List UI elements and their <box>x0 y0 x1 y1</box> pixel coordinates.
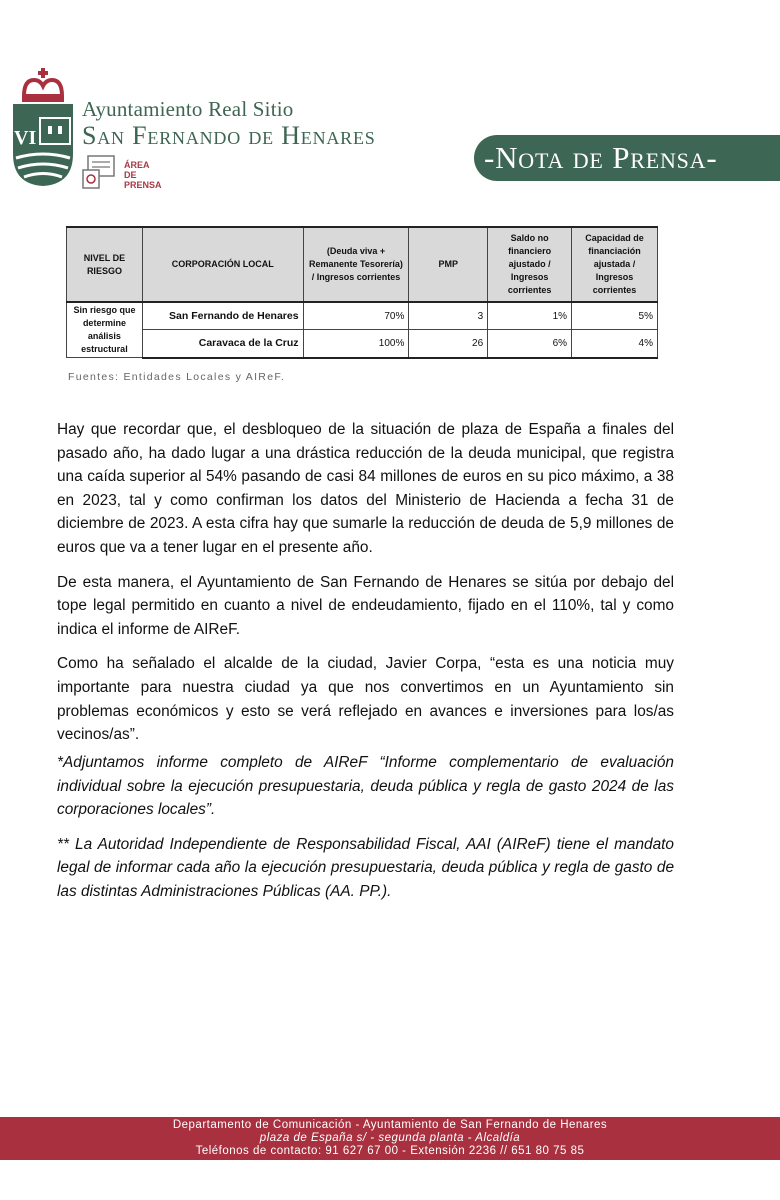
balance-value: 6% <box>488 330 572 358</box>
risk-table <box>66 226 658 359</box>
pmp-value: 3 <box>409 302 488 330</box>
footer-line2: plaza de España s/ - segunda planta - Alcaldía <box>259 1132 521 1144</box>
capacity-value: 4% <box>572 330 658 358</box>
coat-of-arms-logo <box>10 66 76 188</box>
contact-footer <box>0 1117 780 1160</box>
footnotes <box>57 751 674 915</box>
header-capacity: Capacidad de financiación ajustada / Ingresos corrientes <box>572 227 658 302</box>
balance-value: 1% <box>488 302 572 330</box>
press-release-banner: -Nota de Prensa- <box>474 135 780 181</box>
header-pmp: PMP <box>409 227 488 302</box>
capacity-value: 5% <box>572 302 658 330</box>
pmp-value: 26 <box>409 330 488 358</box>
paragraph-1: Hay que recordar que, el desbloqueo de la situación de plaza de España a finales del pasado año, ha dado lugar a una drástica reducción de la deuda municipal, que registra una caída superior al 54% pasando de casi 84 millones de euros en su pico máximo, a 38 en 2023, tal y como confirman los datos del Ministerio de Hacienda a fecha 31 de diciembre de 2023. A esta cifra hay que sumarle la reducción de deuda de 5,9 millones de euros que va a tener lugar en el presente año. <box>57 421 674 556</box>
org-name-line2: San Fernando de Henares <box>82 121 376 150</box>
corporation-name: San Fernando de Henares <box>142 302 303 330</box>
press-area-line1: ÁREA DE <box>124 160 150 180</box>
logo-monogram: VI <box>14 127 37 149</box>
press-area-line2: PRENSA <box>124 180 162 190</box>
note-2: ** La Autoridad Independiente de Responsabilidad Fiscal, AAI (AIReF) tiene el mandato legal de informar cada año la ejecución presupuestaria, deuda pública y regla de gasto de las distintas Administraciones Públicas (AA. PP.). <box>57 835 674 900</box>
header-corporation: CORPORACIÓN LOCAL <box>142 227 303 302</box>
article-body <box>57 418 674 758</box>
organization-name <box>82 97 376 151</box>
header-debt: (Deuda viva + Remanente Tesorería) / Ingresos corrientes <box>303 227 409 302</box>
corporation-name: Caravaca de la Cruz <box>142 330 303 358</box>
paragraph-3: Como ha señalado el alcalde de la ciudad, Javier Corpa, “esta es una noticia muy importante para nuestra ciudad ya que nos convertimos en un Ayuntamiento sin problemas económicos y esto se verá reflejado en avances e inversiones para los/as vecinos/as”. <box>57 655 674 744</box>
table-header-row <box>67 227 658 302</box>
header-risk-level: NIVEL DE RIESGO <box>67 227 143 302</box>
table-row <box>67 330 658 358</box>
risk-level-cell: Sin riesgo que determine análisis estructural <box>67 302 143 358</box>
header-balance: Saldo no financiero ajustado / Ingresos corrientes <box>488 227 572 302</box>
press-area <box>80 152 164 192</box>
footer-line3: Teléfonos de contacto: 91 627 67 00 - Extensión 2236 // 651 80 75 85 <box>195 1145 585 1157</box>
paragraph-2: De esta manera, el Ayuntamiento de San Fernando de Henares se sitúa por debajo del tope legal permitido en cuanto a nivel de endeudamiento, fijado en el 110%, tal y como indica el informe de AIReF. <box>57 573 674 638</box>
press-area-label <box>124 160 164 190</box>
org-name-line1: Ayuntamiento Real Sitio <box>82 97 294 121</box>
debt-value: 100% <box>303 330 409 358</box>
note-1: *Adjuntamos informe completo de AIReF “Informe complementario de evaluación individual sobre la ejecución presupuestaria, deuda pública y regla de gasto 2024 de las corporaciones locales”. <box>57 754 674 819</box>
debt-value: 70% <box>303 302 409 330</box>
press-documents-icon <box>80 152 120 192</box>
table-row <box>67 302 658 330</box>
table-sources: Fuentes: Entidades Locales y AIReF. <box>68 371 286 383</box>
footer-line1: Departamento de Comunicación - Ayuntamiento de San Fernando de Henares <box>172 1119 608 1131</box>
